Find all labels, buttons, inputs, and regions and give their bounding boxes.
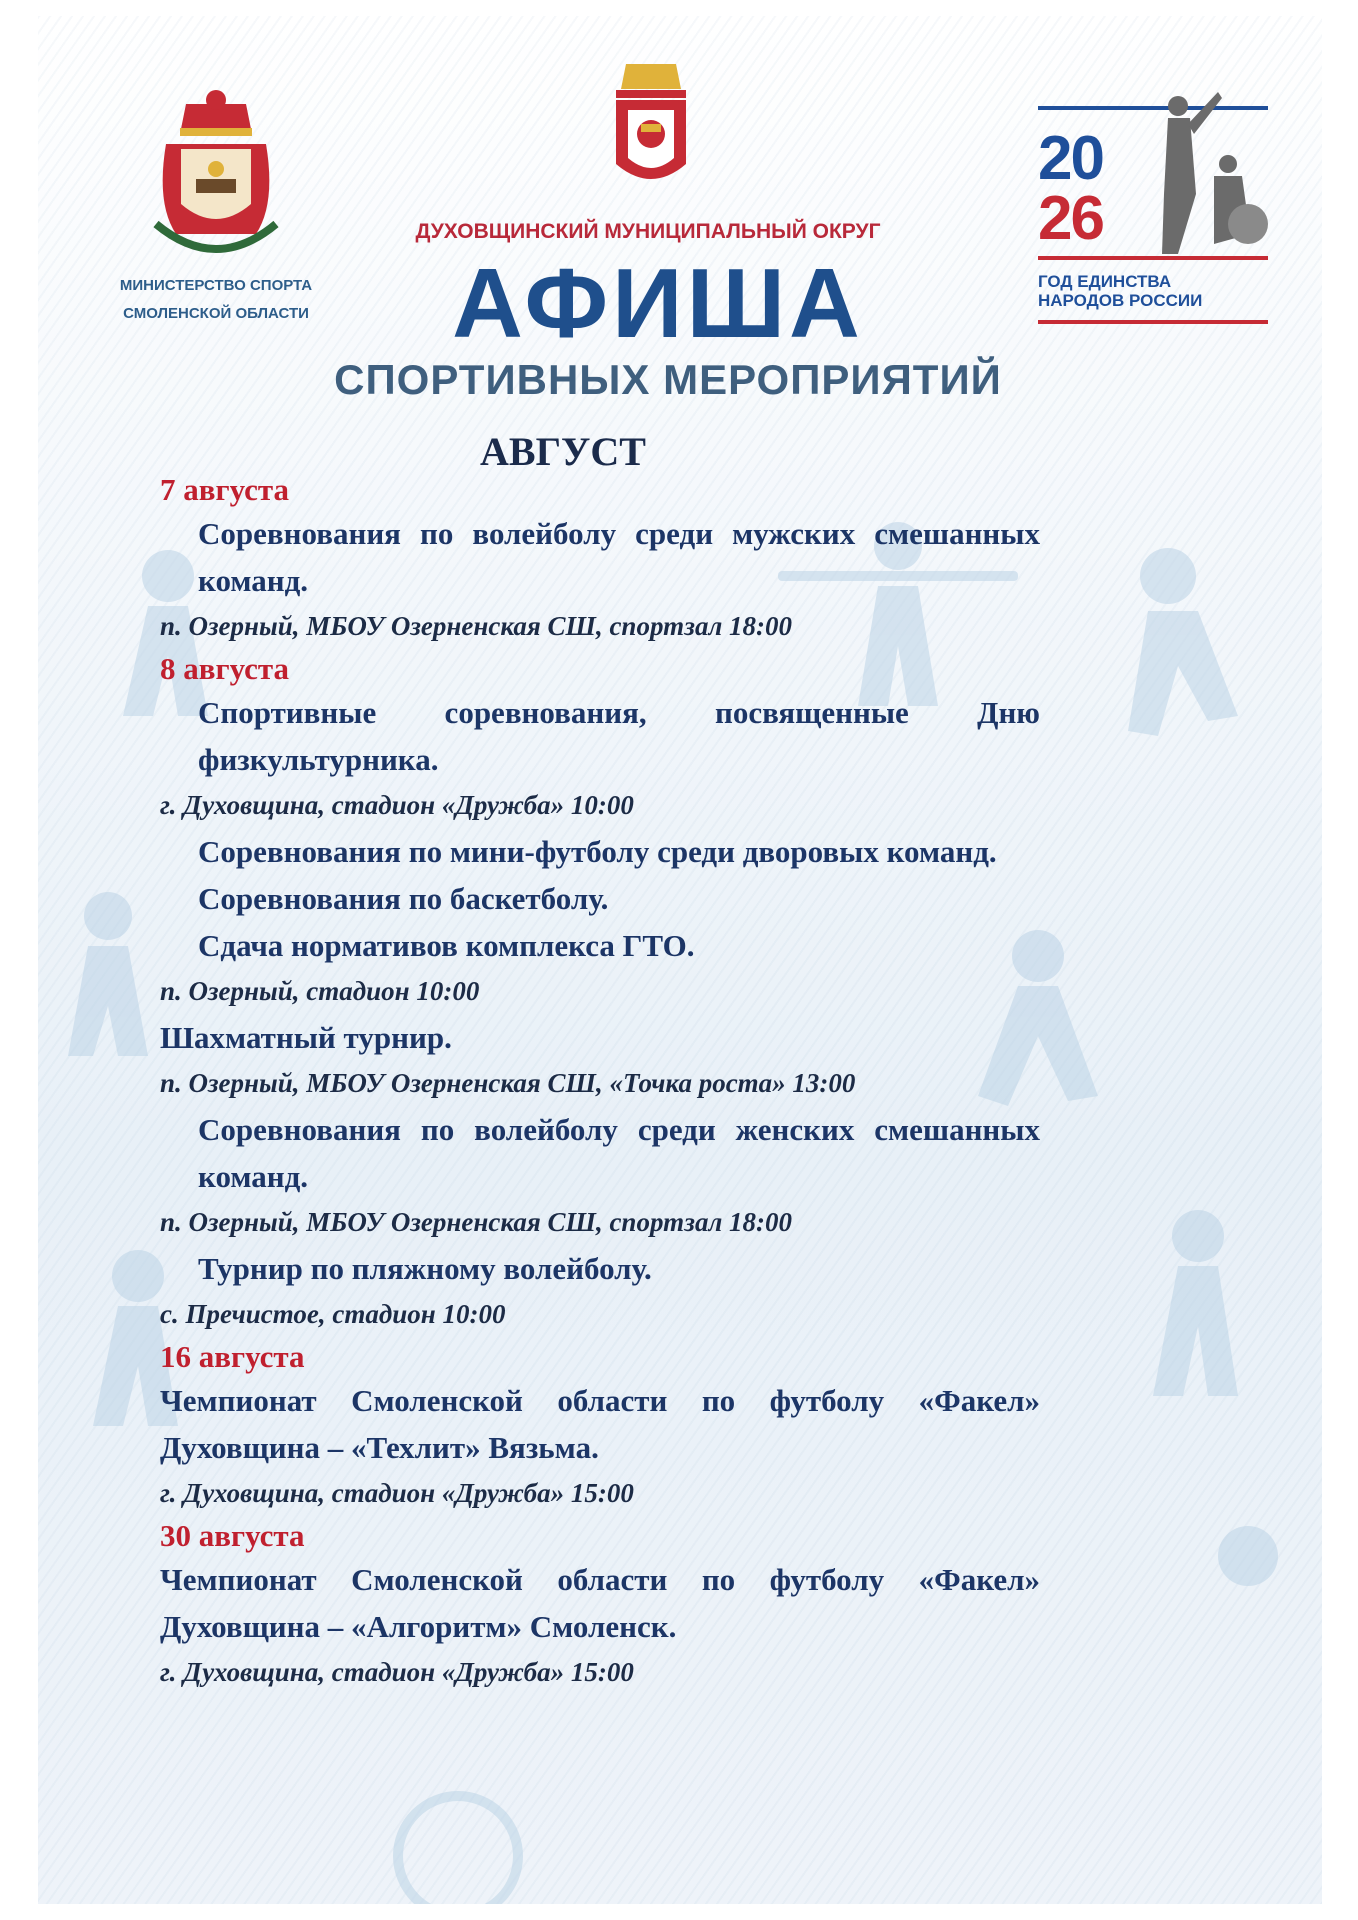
badge-motto <box>1038 272 1268 310</box>
event-location: г. Духовщина, стадион «Дружба» 10:00 <box>160 790 634 820</box>
ministry-caption-line-1: МИНИСТЕРСТВО СПОРТА <box>119 277 313 294</box>
event-item: Спортивные соревнования, посвященные Дню физкультурника. <box>198 695 1040 777</box>
event-location: п. Озерный, МБОУ Озерненская СШ, спортзал 18:00 <box>160 611 793 641</box>
event-location: п. Озерный, стадион 10:00 <box>160 976 480 1006</box>
event-item: Сдача нормативов комплекса ГТО. <box>198 928 695 963</box>
event-item: Соревнования по волейболу среди мужских смешанных команд. <box>198 516 1040 598</box>
archer-body-icon <box>1153 1266 1238 1396</box>
date-heading: 8 августа <box>160 651 289 686</box>
badge-stripe-bottom <box>1038 320 1268 324</box>
event-item: Соревнования по баскетболу. <box>198 881 609 916</box>
date-heading: 16 августа <box>160 1339 305 1374</box>
date-heading: 7 августа <box>160 472 289 507</box>
date-heading: 30 августа <box>160 1518 305 1553</box>
event-item: Чемпионат Смоленской области по футболу «Факел» Духовщина – «Техлит» Вязьма. <box>160 1383 1040 1465</box>
schedule-list <box>160 470 1040 1695</box>
badge-stripe-red <box>1038 256 1268 260</box>
badge-motto-line-1: ГОД ЕДИНСТВА <box>1038 272 1172 291</box>
event-location: с. Пречистое, стадион 10:00 <box>160 1299 506 1329</box>
runner-head-icon <box>1140 548 1196 604</box>
ministry-caption-line-2: СМОЛЕНСКОЙ ОБЛАСТИ <box>123 305 309 322</box>
archer-head-icon <box>1172 1210 1224 1262</box>
rower-head-icon <box>84 892 132 940</box>
badge-year-bottom: 26 <box>1038 184 1103 253</box>
dukhovshchina-emblem-icon <box>606 54 696 204</box>
event-location: п. Озерный, МБОУ Озерненская СШ, спортзал 18:00 <box>160 1207 793 1237</box>
cyclist-wheel-icon <box>398 1796 518 1904</box>
event-item: Шахматный турнир. <box>160 1020 452 1055</box>
event-location: г. Духовщина, стадион «Дружба» 15:00 <box>160 1478 634 1508</box>
runner-body-icon <box>1128 611 1238 736</box>
rower-body-icon <box>68 946 148 1056</box>
ministry-block <box>106 84 326 325</box>
badge-year-top: 20 <box>1038 124 1103 193</box>
event-location: г. Духовщина, стадион «Дружба» 15:00 <box>160 1657 634 1687</box>
event-item: Турнир по пляжному волейболу. <box>198 1251 652 1286</box>
page-title: АФИША <box>452 248 864 358</box>
smolensk-coat-of-arms-icon <box>136 84 296 264</box>
page-subtitle: СПОРТИВНЫХ МЕРОПРИЯТИЙ <box>334 356 1002 403</box>
ball-icon <box>1218 1526 1278 1586</box>
event-item: Соревнования по мини-футболу среди дворовых команд. <box>198 834 997 869</box>
event-item: Чемпионат Смоленской области по футболу «Факел» Духовщина – «Алгоритм» Смоленск. <box>160 1562 1040 1644</box>
event-item: Соревнования по волейболу среди женских смешанных команд. <box>198 1112 1040 1194</box>
month-heading: АВГУСТ <box>480 429 646 474</box>
year-of-unity-badge <box>1038 84 1278 344</box>
skater-head-icon <box>112 1250 164 1302</box>
okrug-title: ДУХОВЩИНСКИЙ МУНИЦИПАЛЬНЫЙ ОКРУГ <box>415 220 881 243</box>
badge-motto-line-2: НАРОДОВ РОССИИ <box>1038 291 1203 310</box>
event-location: п. Озерный, МБОУ Озерненская СШ, «Точка роста» 13:00 <box>160 1068 856 1098</box>
minin-pozharsky-monument-icon <box>1118 84 1278 264</box>
